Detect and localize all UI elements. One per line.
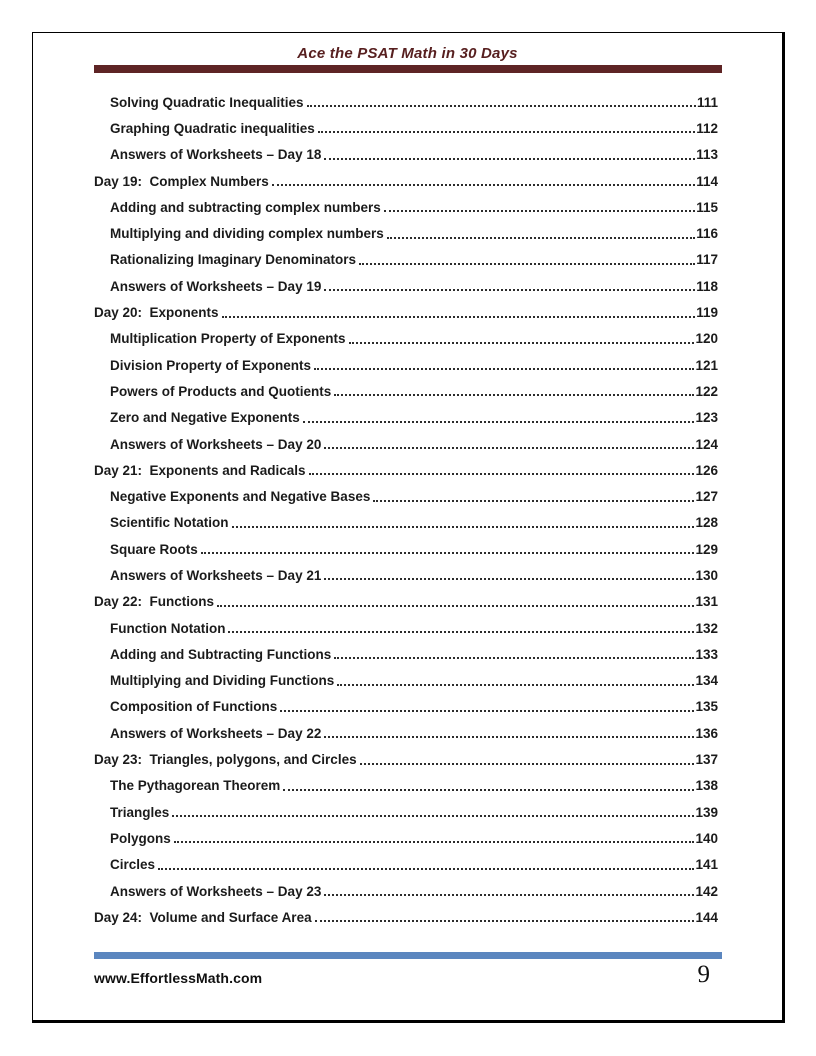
website-link[interactable]: www.EffortlessMath.com <box>94 970 263 986</box>
dot-leader <box>384 210 695 212</box>
dot-leader <box>307 105 696 107</box>
toc-entry[interactable] <box>94 378 718 404</box>
dot-leader <box>324 289 695 291</box>
dot-leader <box>334 394 694 396</box>
toc-entry-label: Graphing Quadratic inequalities <box>110 120 315 136</box>
dot-leader <box>314 368 694 370</box>
dot-leader <box>324 894 694 896</box>
toc-entry-label: Day 20: Exponents <box>94 305 219 321</box>
dot-leader <box>222 316 696 318</box>
toc-entry[interactable] <box>94 878 718 904</box>
toc-entry[interactable] <box>94 852 718 878</box>
toc-entry[interactable] <box>94 273 718 299</box>
toc-entry[interactable] <box>94 194 718 220</box>
toc-entry-page: 144 <box>695 909 718 925</box>
toc-entry-label: Zero and Negative Exponents <box>110 410 300 426</box>
toc-entry-page: 130 <box>695 567 718 583</box>
toc-entry-page: 127 <box>695 489 718 505</box>
toc-entry-label: Day 22: Functions <box>94 594 215 610</box>
toc-entry-page: 129 <box>695 541 718 557</box>
toc-entry-label: Division Property of Exponents <box>110 357 312 373</box>
dot-leader <box>324 447 694 449</box>
toc-entry-label: Solving Quadratic Inequalities <box>110 94 304 110</box>
dot-leader <box>172 815 694 817</box>
toc-entry[interactable] <box>94 168 718 194</box>
toc-entry[interactable] <box>94 299 718 325</box>
page-number: 9 <box>697 961 710 988</box>
toc-entry-page: 112 <box>696 120 718 136</box>
toc-entry[interactable] <box>94 510 718 536</box>
toc-entry-page: 113 <box>696 147 718 163</box>
toc-entry-label: Day 23: Triangles, polygons, and Circles <box>94 752 357 768</box>
toc-entry[interactable] <box>94 142 718 168</box>
toc-entry[interactable] <box>94 115 718 141</box>
toc-entry[interactable] <box>94 615 718 641</box>
toc-entry-page: 140 <box>695 830 718 846</box>
dot-leader <box>315 920 695 922</box>
toc-entry-page: 134 <box>695 673 718 689</box>
toc-entry[interactable] <box>94 799 718 825</box>
toc-entry-label: The Pythagorean Theorem <box>110 778 281 794</box>
footer-rule <box>94 952 722 959</box>
toc-entry-label: Day 21: Exponents and Radicals <box>94 462 306 478</box>
dot-leader <box>158 868 694 870</box>
dot-leader <box>349 342 695 344</box>
dot-leader <box>359 263 695 265</box>
dot-leader <box>324 736 694 738</box>
toc-entry[interactable] <box>94 904 718 930</box>
toc-entry[interactable] <box>94 589 718 615</box>
toc-entry-label: Scientific Notation <box>110 515 229 531</box>
dot-leader <box>228 631 694 633</box>
toc-entry-label: Answers of Worksheets – Day 22 <box>110 725 322 741</box>
toc-entry-label: Answers of Worksheets – Day 20 <box>110 436 322 452</box>
toc-entry-page: 114 <box>696 173 718 189</box>
toc-entry-page: 115 <box>696 199 718 215</box>
toc-entry-label: Answers of Worksheets – Day 19 <box>110 278 322 294</box>
toc-entry[interactable] <box>94 431 718 457</box>
toc-entry-page: 121 <box>695 357 718 373</box>
dot-leader <box>280 710 694 712</box>
header-rule <box>94 65 722 73</box>
toc-entry-label: Circles <box>110 857 156 873</box>
toc-entry[interactable] <box>94 773 718 799</box>
dot-leader <box>318 131 695 133</box>
toc-entry-label: Multiplying and dividing complex numbers <box>110 226 384 242</box>
dot-leader <box>283 789 694 791</box>
toc-entry-label: Triangles <box>110 804 170 820</box>
toc-entry[interactable] <box>94 405 718 431</box>
toc-entry-page: 131 <box>695 594 718 610</box>
toc-entry-page: 133 <box>695 646 718 662</box>
toc-entry-page: 126 <box>695 462 718 478</box>
dot-leader <box>373 500 694 502</box>
toc-entry-page: 139 <box>695 804 718 820</box>
toc-entry-page: 137 <box>695 752 718 768</box>
toc-entry-page: 120 <box>695 331 718 347</box>
document-title: Ace the PSAT Math in 30 Days <box>297 45 518 62</box>
toc-entry[interactable] <box>94 668 718 694</box>
toc-entry-label: Polygons <box>110 830 171 846</box>
dot-leader <box>309 473 695 475</box>
toc-entry[interactable] <box>94 694 718 720</box>
dot-leader <box>272 184 695 186</box>
toc-entry-label: Powers of Products and Quotients <box>110 383 332 399</box>
dot-leader <box>217 605 694 607</box>
dot-leader <box>324 578 694 580</box>
toc-entry-label: Function Notation <box>110 620 226 636</box>
toc-entry-label: Composition of Functions <box>110 699 278 715</box>
toc-entry-label: Day 24: Volume and Surface Area <box>94 909 312 925</box>
toc-entry[interactable] <box>94 352 718 378</box>
toc-entry-label: Rationalizing Imaginary Denominators <box>110 252 357 268</box>
toc-entry-page: 135 <box>695 699 718 715</box>
table-of-contents <box>94 89 718 931</box>
toc-entry-page: 119 <box>696 305 718 321</box>
dot-leader <box>303 421 695 423</box>
dot-leader <box>337 684 694 686</box>
toc-entry[interactable] <box>94 457 718 483</box>
toc-entry-page: 128 <box>695 515 718 531</box>
toc-entry-label: Answers of Worksheets – Day 23 <box>110 883 322 899</box>
toc-entry-label: Negative Exponents and Negative Bases <box>110 489 371 505</box>
toc-entry[interactable] <box>94 720 718 746</box>
dot-leader <box>387 237 695 239</box>
toc-entry-label: Answers of Worksheets – Day 21 <box>110 567 322 583</box>
toc-entry[interactable] <box>94 825 718 851</box>
toc-entry-page: 118 <box>696 278 718 294</box>
toc-entry-label: Adding and subtracting complex numbers <box>110 199 381 215</box>
toc-entry-label: Multiplying and Dividing Functions <box>110 673 335 689</box>
toc-entry[interactable] <box>94 562 718 588</box>
toc-entry[interactable] <box>94 746 718 772</box>
page-frame <box>32 32 785 1023</box>
toc-entry-page: 122 <box>695 383 718 399</box>
toc-entry-page: 142 <box>695 883 718 899</box>
toc-entry[interactable] <box>94 247 718 273</box>
toc-entry-page: 111 <box>696 94 718 110</box>
toc-entry-page: 117 <box>696 252 718 268</box>
toc-entry-label: Answers of Worksheets – Day 18 <box>110 147 322 163</box>
toc-entry-label: Square Roots <box>110 541 198 557</box>
dot-leader <box>201 552 695 554</box>
toc-entry-label: Adding and Subtracting Functions <box>110 646 332 662</box>
toc-entry[interactable] <box>94 641 718 667</box>
dot-leader <box>334 657 694 659</box>
toc-entry[interactable] <box>94 536 718 562</box>
toc-entry[interactable] <box>94 89 718 115</box>
toc-entry-label: Day 19: Complex Numbers <box>94 173 269 189</box>
dot-leader <box>174 841 695 843</box>
toc-entry-page: 132 <box>695 620 718 636</box>
toc-entry-label: Multiplication Property of Exponents <box>110 331 346 347</box>
dot-leader <box>324 158 695 160</box>
toc-entry-page: 116 <box>696 226 718 242</box>
toc-entry-page: 124 <box>695 436 718 452</box>
toc-entry-page: 123 <box>695 410 718 426</box>
toc-entry[interactable] <box>94 326 718 352</box>
toc-entry-page: 138 <box>695 778 718 794</box>
dot-leader <box>360 763 695 765</box>
toc-entry-page: 141 <box>695 857 718 873</box>
toc-entry[interactable] <box>94 220 718 246</box>
dot-leader <box>232 526 695 528</box>
toc-entry-page: 136 <box>695 725 718 741</box>
toc-entry[interactable] <box>94 483 718 509</box>
